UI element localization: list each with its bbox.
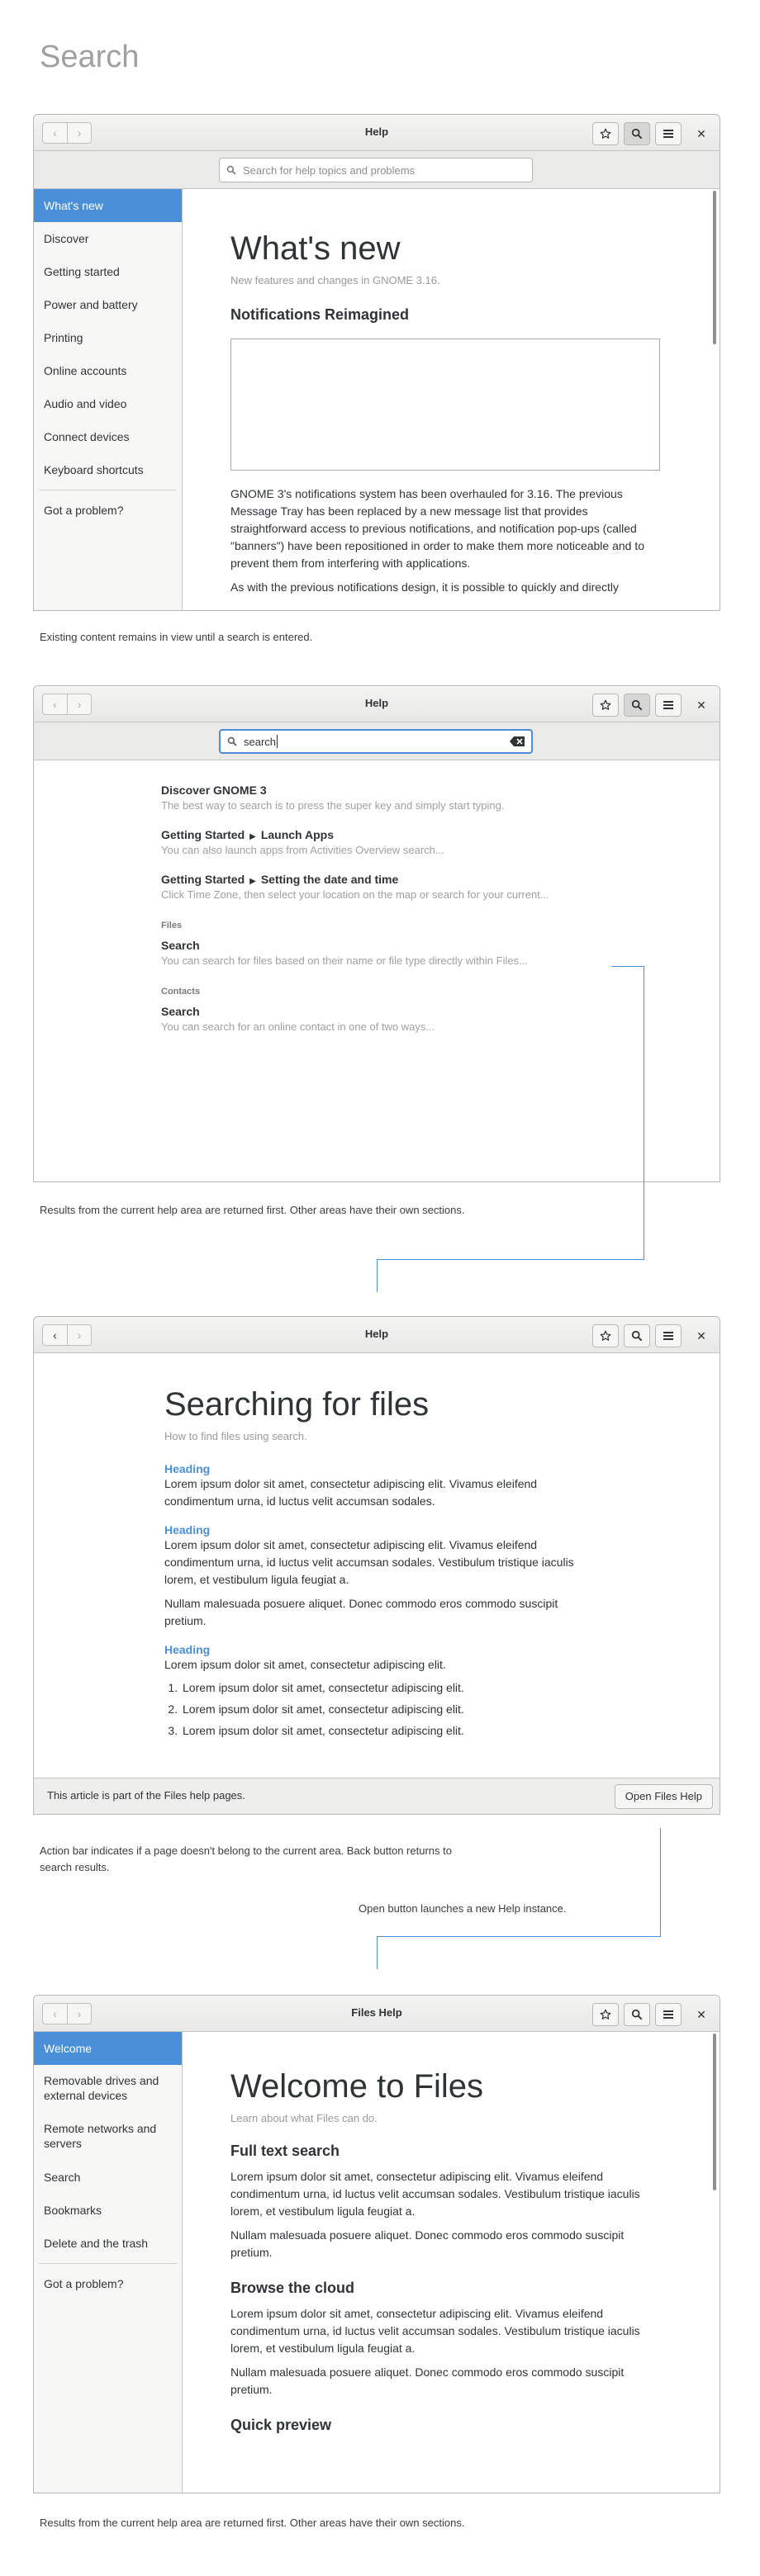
- header-bar: [34, 1317, 720, 1353]
- result-description: You can also launch apps from Activities Overview search...: [161, 844, 444, 856]
- search-icon: [227, 736, 237, 746]
- sidebar-item-delete-and-trash[interactable]: Delete and the trash: [44, 2237, 149, 2250]
- chevron-left-icon: ‹: [53, 2007, 57, 2020]
- open-files-help-button[interactable]: Open Files Help: [615, 1784, 713, 1809]
- search-result[interactable]: [161, 1005, 720, 1033]
- list-item: 2. Lorem ipsum dolor sit amet, consectetur adipiscing elit.: [181, 1698, 587, 1720]
- section-heading[interactable]: Heading: [164, 1462, 211, 1475]
- media-placeholder: [230, 339, 660, 471]
- article-subtitle: How to find files using search.: [164, 1430, 307, 1442]
- close-icon: ✕: [696, 2007, 706, 2021]
- caption-frame2: Results from the current help area are returned first. Other areas have their own sections.: [40, 1204, 465, 1216]
- breadcrumb-arrow-icon: ▶: [249, 832, 256, 841]
- search-icon: [631, 1330, 643, 1342]
- window-title: Files Help: [351, 2006, 402, 2019]
- action-bar-text: This article is part of the Files help pages.: [47, 1789, 245, 1802]
- caption-frame1: Existing content remains in view until a search is entered.: [40, 631, 313, 643]
- text-cursor: [277, 735, 278, 748]
- search-toggle-button[interactable]: [624, 694, 650, 717]
- sidebar-item-search[interactable]: Search: [44, 2171, 81, 2184]
- page-title: Search: [40, 40, 140, 74]
- search-toggle-button[interactable]: [624, 122, 650, 145]
- article-paragraph: Nullam malesuada posuere aliquet. Donec commodo eros commodo suscipit pretium.: [164, 1597, 558, 1627]
- search-input[interactable]: [219, 158, 533, 182]
- star-icon: [600, 2009, 611, 2020]
- article-paragraph: Nullam malesuada posuere aliquet. Donec commodo eros commodo suscipit pretium.: [230, 2365, 625, 2396]
- sidebar-item-online-accounts[interactable]: Online accounts: [44, 364, 127, 377]
- search-icon: [631, 2009, 643, 2020]
- section-label-contacts: Contacts: [161, 987, 201, 997]
- sidebar-item-removable-drives[interactable]: Removable drives and external devices: [44, 2074, 159, 2102]
- result-description: Click Time Zone, then select your location on the map or search for your current...: [161, 888, 549, 901]
- search-bar: [34, 722, 720, 760]
- section-heading: Browse the cloud: [230, 2280, 355, 2296]
- chevron-left-icon: ‹: [53, 698, 57, 711]
- chevron-right-icon: ›: [77, 698, 82, 711]
- list-item: 3. Lorem ipsum dolor sit amet, consectetur adipiscing elit.: [181, 1720, 587, 1741]
- window-title: Help: [364, 125, 389, 138]
- hamburger-icon: [663, 129, 673, 139]
- search-bar: [34, 151, 720, 189]
- window-title: Help: [364, 697, 389, 709]
- result-title: Search: [161, 1005, 200, 1018]
- result-description: You can search for an online contact in one of two ways...: [161, 1020, 435, 1033]
- result-title: Getting Started ▶ Launch Apps: [161, 828, 334, 841]
- sidebar-item-bookmarks[interactable]: Bookmarks: [44, 2204, 102, 2217]
- action-bar: [34, 1778, 720, 1814]
- sidebar-item-audio-and-video[interactable]: Audio and video: [44, 397, 127, 410]
- menu-button[interactable]: [655, 2003, 682, 2026]
- search-icon: [226, 165, 236, 175]
- result-title: Search: [161, 939, 200, 952]
- search-placeholder: Search for help topics and problems: [243, 163, 416, 177]
- close-button[interactable]: [691, 122, 711, 145]
- section-heading: Full text search: [230, 2143, 340, 2159]
- header-bar: [34, 686, 720, 722]
- article-paragraph: As with the previous notifications design, it is possible to quickly and directly: [230, 580, 620, 594]
- article-paragraph: Lorem ipsum dolor sit amet, consectetur adipiscing elit. Vivamus eleifend condimentum urna, id luctus velit accumsan sodales. Vestibulum tristique iaculis lorem, et vestibulum ligula feugiat a.: [230, 2307, 640, 2355]
- article-title: What's new: [230, 230, 401, 267]
- caption-frame4: Results from the current help area are returned first. Other areas have their own sections.: [40, 2517, 465, 2529]
- search-input[interactable]: [219, 729, 533, 754]
- content-pane: [183, 2032, 720, 2493]
- list-item: 1. Lorem ipsum dolor sit amet, consectetur adipiscing elit.: [181, 1677, 587, 1698]
- chevron-right-icon: ›: [77, 2007, 82, 2020]
- article-paragraph: Nullam malesuada posuere aliquet. Donec commodo eros commodo suscipit pretium.: [230, 2228, 625, 2259]
- search-icon: [631, 128, 643, 140]
- sidebar-divider: [39, 2263, 177, 2264]
- sidebar-item-keyboard-shortcuts[interactable]: Keyboard shortcuts: [44, 463, 144, 476]
- content-pane: [34, 1353, 720, 1741]
- article-paragraph: Lorem ipsum dolor sit amet, consectetur adipiscing elit.: [164, 1658, 446, 1671]
- search-toggle-button[interactable]: [624, 1324, 650, 1347]
- section-heading: Notifications Reimagined: [230, 306, 410, 323]
- article-subtitle: New features and changes in GNOME 3.16.: [230, 274, 440, 286]
- result-description: The best way to search is to press the super key and simply start typing.: [161, 799, 505, 812]
- numbered-list: [164, 1677, 587, 1741]
- scrollbar[interactable]: [713, 191, 716, 344]
- chevron-right-icon: ›: [77, 126, 82, 140]
- sidebar-item-got-a-problem[interactable]: Got a problem?: [44, 504, 124, 517]
- close-button[interactable]: [691, 2003, 711, 2026]
- section-heading[interactable]: Heading: [164, 1643, 211, 1656]
- result-title: Getting Started ▶ Setting the date and time: [161, 873, 399, 886]
- sidebar: [34, 2032, 183, 2493]
- connector-line: [660, 1828, 661, 1937]
- section-heading[interactable]: Heading: [164, 1523, 211, 1537]
- files-help-window: [33, 1995, 720, 2493]
- connector-line: [377, 1259, 644, 1260]
- sidebar-item-remote-networks[interactable]: Remote networks and servers: [44, 2122, 157, 2150]
- header-bar: [34, 115, 720, 151]
- caption-frame3-open-button: Open button launches a new Help instance.: [359, 1902, 567, 1915]
- sidebar-item-whats-new[interactable]: What's new: [34, 189, 182, 222]
- section-label-files: Files: [161, 921, 183, 930]
- menu-button[interactable]: [655, 122, 682, 145]
- sidebar-item-got-a-problem[interactable]: Got a problem?: [44, 2277, 124, 2290]
- bookmark-button[interactable]: [592, 694, 619, 717]
- connector-line: [611, 966, 644, 967]
- close-icon: ✕: [696, 126, 706, 140]
- close-button[interactable]: [691, 694, 711, 717]
- article-subtitle: Learn about what Files can do.: [230, 2112, 378, 2124]
- search-result[interactable]: [161, 784, 720, 812]
- clear-icon[interactable]: [510, 736, 525, 746]
- article-paragraph: Lorem ipsum dolor sit amet, consectetur adipiscing elit. Vivamus eleifend condimentum urna, id luctus velit accumsan sodales.: [164, 1477, 538, 1508]
- sidebar-item-welcome[interactable]: Welcome: [34, 2032, 182, 2065]
- star-icon: [600, 699, 611, 711]
- chevron-left-icon: ‹: [53, 1328, 57, 1342]
- search-toggle-button[interactable]: [624, 2003, 650, 2026]
- search-value: search: [244, 735, 277, 748]
- result-title: Discover GNOME 3: [161, 784, 267, 797]
- window-title: Help: [364, 1328, 389, 1340]
- section-heading: Quick preview: [230, 2417, 332, 2433]
- sidebar-item-discover[interactable]: Discover: [44, 232, 89, 245]
- star-icon: [600, 128, 611, 140]
- bookmark-button[interactable]: [592, 1324, 619, 1347]
- close-button[interactable]: [691, 1324, 711, 1347]
- help-window-initial: [33, 114, 720, 611]
- article-paragraph: Lorem ipsum dolor sit amet, consectetur adipiscing elit. Vivamus eleifend condimentum urna, id luctus velit accumsan sodales. Vestibulum tristique iaculis lorem, et vestibulum ligula feugiat a.: [164, 1538, 574, 1586]
- sidebar-item-power-and-battery[interactable]: Power and battery: [44, 298, 138, 311]
- bookmark-button[interactable]: [592, 2003, 619, 2026]
- help-window-article: [33, 1316, 720, 1815]
- hamburger-icon: [663, 2010, 673, 2020]
- article-title: Searching for files: [164, 1386, 430, 1423]
- close-icon: ✕: [696, 1328, 706, 1342]
- scrollbar[interactable]: [713, 2034, 716, 2190]
- connector-line: [377, 1936, 661, 1937]
- help-window-search-results: [33, 685, 720, 1182]
- menu-button[interactable]: [655, 694, 682, 717]
- sidebar: [34, 189, 183, 610]
- caption-frame3-actionbar: Action bar indicates if a page doesn't belong to the current area. Back button returns to search results.: [40, 1844, 452, 1873]
- sidebar-item-connect-devices[interactable]: Connect devices: [44, 430, 130, 443]
- sidebar-item-printing[interactable]: Printing: [44, 331, 83, 344]
- hamburger-icon: [663, 700, 673, 710]
- chevron-right-icon: ›: [77, 1328, 82, 1342]
- results-pane: [34, 760, 720, 1181]
- connector-line: [377, 1259, 378, 1292]
- search-result[interactable]: [161, 873, 720, 901]
- chevron-left-icon: ‹: [53, 126, 57, 140]
- connector-line: [377, 1936, 378, 1969]
- content-pane: [183, 189, 720, 610]
- header-bar: [34, 1996, 720, 2032]
- hamburger-icon: [663, 1331, 673, 1341]
- breadcrumb-arrow-icon: ▶: [249, 877, 256, 886]
- bookmark-button[interactable]: [592, 122, 619, 145]
- article-title: Welcome to Files: [230, 2068, 484, 2105]
- search-result[interactable]: [161, 828, 720, 856]
- star-icon: [600, 1330, 611, 1342]
- close-icon: ✕: [696, 698, 706, 712]
- search-icon: [631, 699, 643, 711]
- result-description: You can search for files based on their name or file type directly within Files...: [161, 954, 528, 967]
- article-paragraph: Lorem ipsum dolor sit amet, consectetur adipiscing elit. Vivamus eleifend condimentum urna, id luctus velit accumsan sodales. Vestibulum tristique iaculis lorem, et vestibulum ligula feugiat a.: [230, 2170, 640, 2218]
- sidebar-item-getting-started[interactable]: Getting started: [44, 265, 120, 278]
- article-paragraph: GNOME 3's notifications system has been overhauled for 3.16. The previous Message Tray has been replaced by a new message list that provides straightforward access to previous notifications, and notification pop-ups (called "banners") have been repositioned in order to make them more noticeable and to prevent them from interfering with applications.: [230, 487, 645, 570]
- search-result[interactable]: [161, 939, 720, 967]
- menu-button[interactable]: [655, 1324, 682, 1347]
